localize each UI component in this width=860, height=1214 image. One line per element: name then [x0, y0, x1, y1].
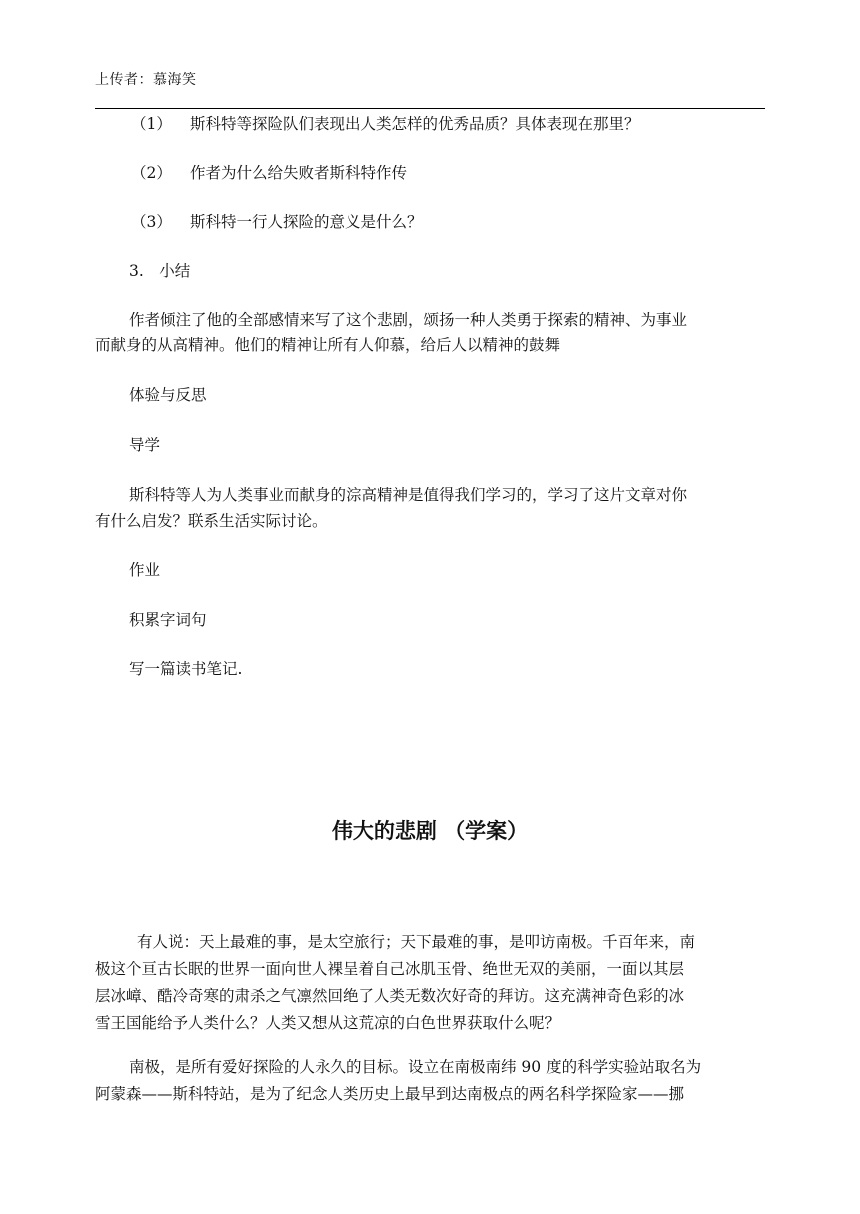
question-number: （1）: [131, 115, 172, 133]
study-guide-title: 伟大的悲剧 （学案）: [331, 819, 529, 843]
summary-paragraph-line: 而献身的从高精神。他们的精神让所有人仰慕，给后人以精神的鼓舞: [95, 336, 561, 354]
question-2: [95, 159, 765, 187]
homework-item: 积累字词句: [129, 611, 207, 629]
homework-item: 写一篇读书笔记.: [129, 660, 243, 678]
intro-paragraph-line: 有人说：天上最难的事，是太空旅行；天下最难的事，是叩访南极。千百年来，南: [137, 933, 696, 951]
antarctic-paragraph-line: 阿蒙森——斯科特站，是为了纪念人类历史上最早到达南极点的两名科学探险家——挪: [95, 1085, 685, 1103]
question-text: 斯科特等探险队们表现出人类怎样的优秀品质？具体表现在那里？: [189, 115, 640, 133]
reflection-paragraph-line: 有什么启发？联系生活实际讨论。: [95, 512, 328, 530]
reflection-paragraph-line: 斯科特等人为人类事业而献身的淙高精神是值得我们学习的，学习了这片文章对你: [129, 486, 688, 504]
question-number: （3）: [131, 213, 172, 231]
question-text: 作者为什么给失败者斯科特作传: [189, 164, 407, 182]
question-number: （2）: [131, 164, 172, 182]
intro-paragraph-line: 层冰嶂、酷冷奇寒的肃杀之气凛然回绝了人类无数次好奇的拜访。这充满神奇色彩的冰: [95, 987, 685, 1005]
homework-heading: 作业: [129, 561, 161, 579]
uploader-header: 上传者：慕海笑: [95, 72, 197, 88]
header-divider: [95, 108, 765, 109]
summary-paragraph-line: 作者倾注了他的全部感情来写了这个悲剧，颂扬一种人类勇于探索的精神、为事业: [129, 311, 688, 329]
question-1: [95, 110, 765, 138]
antarctic-paragraph-line: 南极，是所有爱好探险的人永久的目标。设立在南极南纬 90 度的科学实验站取名为: [129, 1058, 702, 1076]
question-3: [95, 208, 765, 236]
intro-paragraph-line: 极这个亘古长眠的世界一面向世人裸呈着自己冰肌玉骨、绝世无双的美丽，一面以其层: [95, 960, 685, 978]
intro-paragraph-line: 雪王国能给予人类什么？人类又想从这荒凉的白色世界获取什么呢？: [95, 1014, 561, 1032]
reflection-heading: 体验与反思: [129, 386, 207, 404]
summary-heading: 3. 小结: [129, 262, 191, 280]
question-text: 斯科特一行人探险的意义是什么？: [189, 213, 423, 231]
guide-heading: 导学: [129, 436, 161, 454]
